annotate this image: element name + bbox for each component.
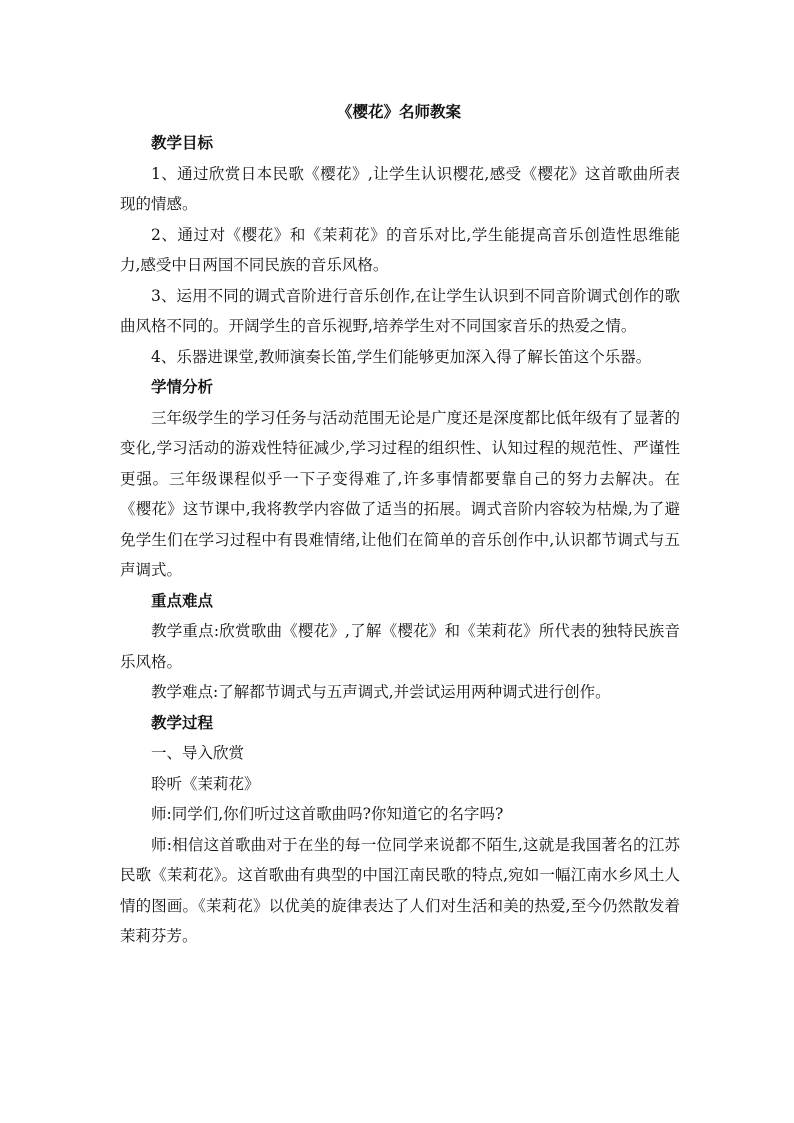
key-point-focus: 教学重点:欣赏歌曲《樱花》,了解《樱花》和《茉莉花》所代表的独特民族音乐风格。 — [120, 622, 680, 671]
section-heading-analysis: 学情分析 — [151, 377, 214, 396]
analysis-paragraph: 三年级学生的学习任务与活动范围无论是广度还是深度都比低年级有了显著的变化,学习活动的游戏性特征减少,学习过程的组织性、认知过程的规范性、严谨性更强。三年级课程似乎一下子变得难了,许多事情都要靠自己的努力去解决。在《樱花》这节课中,我将教学内容做了适当的拓展。调式音阶内容较为枯燥,为了避免学生们在学习过程中有畏难情绪,让他们在简单的音乐创作中,认识都节调式与五声调式。 — [120, 408, 680, 579]
section-heading-objectives: 教学目标 — [151, 133, 214, 152]
document-body — [120, 128, 680, 952]
objective-4: 4、乐器进课堂,教师演奏长笛,学生们能够更加深入得了解长笛这个乐器。 — [151, 347, 652, 366]
objective-1: 1、通过欣赏日本民歌《樱花》,让学生认识樱花,感受《樱花》这首歌曲所表现的情感。 — [120, 164, 680, 213]
process-step-1: 一、导入欣赏 — [151, 744, 245, 762]
document-title: 《樱花》名师教案 — [336, 102, 461, 121]
section-heading-key-points: 重点难点 — [151, 590, 214, 610]
teacher-line-1: 师:同学们,你们听过这首歌曲吗?你知道它的名字吗? — [151, 805, 504, 823]
section-heading-process: 教学过程 — [151, 712, 214, 732]
objective-3: 3、运用不同的调式音阶进行音乐创作,在让学生认识到不同音阶调式创作的歌曲风格不同的。开阔学生的音乐视野,培养学生对不同国家音乐的热爱之情。 — [120, 286, 680, 335]
teacher-line-2: 师:相信这首歌曲对于在坐的每一位同学来说都不陌生,这就是我国著名的江苏民歌《茉莉花》。这首歌曲有典型的中国江南民歌的特点,宛如一幅江南水乡风土人情的图画。《茉莉花》以优美的旋律表达了人们对生活和美的热爱,至今仍然散发着茉莉芬芳。 — [120, 835, 680, 945]
process-listen: 聆听《茉莉花》 — [151, 774, 260, 793]
key-point-difficulty: 教学难点:了解都节调式与五声调式,并尝试运用两种调式进行创作。 — [151, 683, 611, 701]
objective-2: 2、通过对《樱花》和《茉莉花》的音乐对比,学生能提高音乐创造性思维能力,感受中日两国不同民族的音乐风格。 — [120, 225, 680, 274]
